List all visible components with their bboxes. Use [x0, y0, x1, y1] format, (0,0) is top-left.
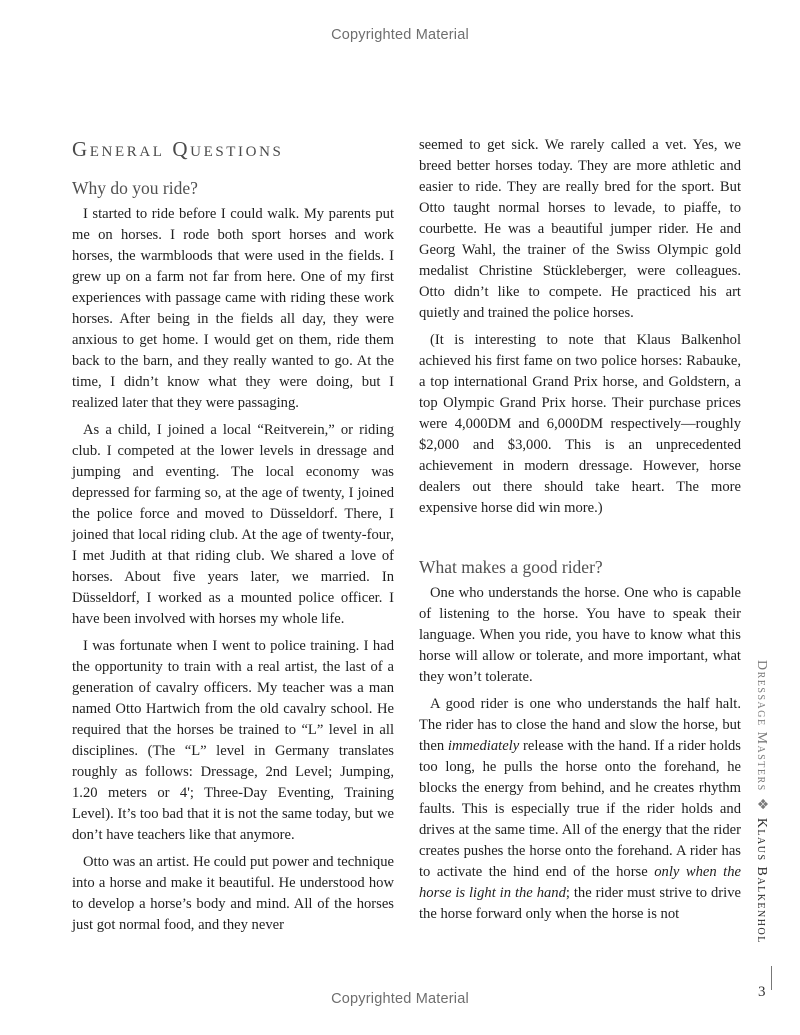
paragraph: Otto was an artist. He could put power and technique into a horse and make it beautiful. He understood how to develop a horse’s body and mind. All of the horses just got normal food, and they never — [72, 854, 394, 933]
right-column — [419, 135, 741, 925]
footer-rule — [771, 966, 772, 990]
emphasis-text: only when the horse is light in the hand — [419, 864, 741, 901]
page-number: 3 — [758, 984, 766, 1000]
section-title: General Questions — [72, 137, 284, 161]
paragraph-continued: seemed to get sick. We rarely called a vet. Yes, we breed better horses today. They are more athletic and easier to ride. They are really bred for the sport. But Otto taught normal horses to levade, to piaffe, to courbette. He was a beautiful jumper rider. He and Georg Wahl, the trainer of the Swiss Olympic gold medalist Christine Stückleberger, were colleagues. Otto didn’t like to compete. He practiced his art quietly and trained the police horses. — [419, 137, 741, 321]
book-title: Dressage Masters — [754, 660, 769, 792]
watermark-top: Copyrighted Material — [331, 27, 469, 43]
paragraph-note: (It is interesting to note that Klaus Balkenhol achieved his first fame on two police horses: Rabauke, a top international Grand Prix horse, and Goldstern, a top Olympic Grand Prix horse. Their purchase prices were 4,000DM and 6,000DM respectively—roughly $2,000 and $3,000. This is an unprecedented achievement in modern dressage. However, horse dealers out there should take heart. The more expensive horse did win more.) — [419, 332, 741, 516]
author-name: Klaus Balkenhol — [754, 817, 769, 944]
paragraph: As a child, I joined a local “Reitverein,” or riding club. I competed at the lower levels in dressage and jumping and eventing. The local economy was depressed for farming so, at the age of twenty, I joined the police force and moved to Düsseldorf. There, I joined that local riding club. At the age of twenty-four, I met Judith at that riding club. We shared a love of horses. About five years later, we married. In Düsseldorf, I worked as a mounted police officer. I have been involved with horses my whole life. — [72, 422, 394, 627]
paragraph: I was fortunate when I went to police training. I had the opportunity to train with a real artist, the last of a generation of cavalry officers. My teacher was a man named Otto Hartwich from the old cavalry school. He required that the horses be trained to “L” level in all disciplines. (The “L” level in Germany translates roughly as follows: Dressage, 2nd Level; Jumping, 1.20 meters or 4'; Three-Day Eventing, Training Level). It’s too bad that it is not the same today, but we don’t have teachers like that anymore. — [72, 638, 394, 843]
paragraph: I started to ride before I could walk. My parents put me on horses. I rode both sport horses and work horses, the warmbloods that were used in the fields. I grew up on a farm not far from here. One of my first experiences with passage came with riding these work horses. After being in the fields all day, they were anxious to get home. I would get on them, ride them back to the barn, and they really wanted to go. At the time, I didn’t know what they were doing, but I realized later that they were passaging. — [72, 206, 394, 411]
text-span: A good rider is one who understands the half halt. The rider has to close the hand and slow the horse, but then — [419, 696, 741, 754]
running-footer-vertical — [740, 660, 780, 990]
question-heading-good-rider: What makes a good rider? — [419, 557, 603, 577]
watermark-bottom: Copyrighted Material — [331, 991, 469, 1007]
text-span: release with the hand. If a rider holds too long, he pulls the horse onto the forehand, he blocks the energy from behind, and he creates rhythm faults. This is especially true if the rider holds and drives at the same time. All of the energy that the rider creates pushes the horse onto the forehand. A rider has to activate the hind end of the horse — [419, 738, 741, 880]
paragraph — [419, 694, 741, 925]
text-span: ; the rider must strive to drive the horse forward only when the horse is not — [419, 885, 741, 922]
emphasis-text: immediately — [447, 738, 520, 754]
question-heading-why-ride: Why do you ride? — [72, 178, 198, 198]
left-column — [72, 136, 394, 936]
paragraph: One who understands the horse. One who is capable of listening to the horse. You have to speak their language. When you ride, you have to know what this horse will allow or tolerate, and more important, what they won’t tolerate. — [419, 585, 741, 685]
diamond-ornament-icon: ❖ — [754, 797, 769, 812]
